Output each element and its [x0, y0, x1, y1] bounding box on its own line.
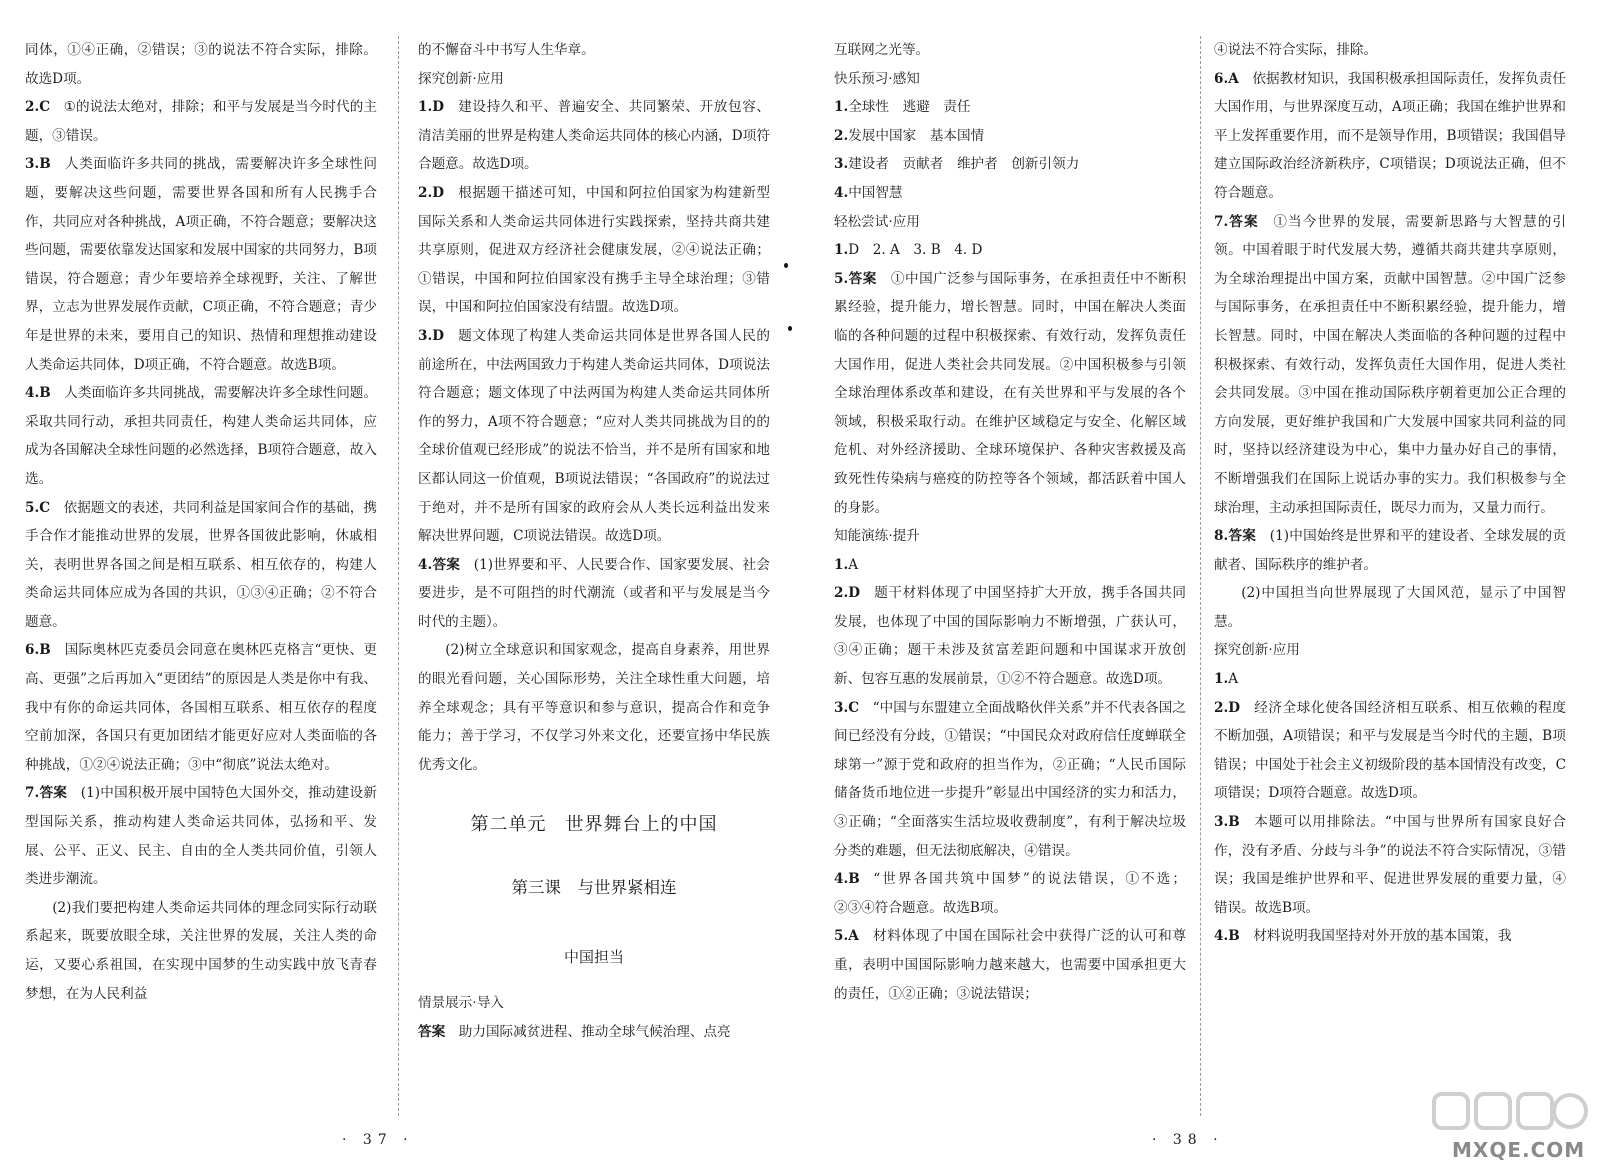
question-number: 2.	[25, 99, 40, 116]
binding-hole-mark	[784, 263, 788, 268]
explanation-text: 人类面临许多共同挑战，需要解决许多全球性问题。采取共同行动，承担共同责任，构建人类命运共同体，应成为各国解决全球性问题的必然选择，B项符合题意，故入选。	[25, 385, 377, 487]
question-number: 4.	[834, 871, 849, 888]
question-number: 1.	[1214, 671, 1229, 688]
answer-item	[418, 322, 770, 551]
explanation-text: 发展中国家 基本国情	[848, 127, 985, 144]
answer-choice: 答案	[1228, 213, 1259, 230]
answer-choice: 答案	[39, 785, 68, 802]
question-number: 7.	[25, 785, 40, 802]
section-heading: 探究创新·应用	[418, 70, 504, 87]
question-number: 3.	[834, 699, 849, 716]
answer-choice: 答案	[418, 1023, 446, 1040]
section-heading: 探究创新·应用	[1214, 642, 1300, 659]
answer-item	[25, 379, 377, 493]
indented-paragraph: (2)树立全球意识和国家观念，提高自身素养，用世界的眼光看问题，关心国际形势，关注全球性重大问题，培养全球观念；具有平等意识和参与意识，提高合作和竞争能力；善于学习，不仅学习外来文化，还要宣扬中华民族优秀文化。	[418, 642, 770, 773]
answer-choice: C	[39, 499, 51, 516]
answer-choice: B	[1228, 928, 1240, 945]
explanation-text: A	[848, 556, 859, 573]
answer-item	[834, 551, 1186, 580]
explanation-text: 本题可以用排除法。“中国与世界所有国家良好合作，没有矛盾、分歧与斗争”的说法不符合实际情况，③错误；我国是维护世界和平、促进世界发展的重要力量，④错误。故选B项。	[1214, 814, 1566, 916]
question-number: 1.	[418, 99, 433, 116]
answer-item	[1214, 208, 1566, 523]
answer-choice: D	[848, 585, 860, 602]
frame-title: 中国担当	[563, 947, 624, 966]
section-heading: 轻松尝试·应用	[834, 213, 920, 230]
answer-item	[25, 636, 377, 779]
explanation-text: ①中国广泛参与国际事务，在承担责任中不断积累经验，提升能力，增长智慧。同时，中国在解决人类面临的各种问题的过程中积极探索、有效行动，发挥负责任大国作用，促进人类社会共同发展。②中国积极参与引领全球治理体系改革和建设，在有关世界和平与发展的各个领域，积极采取行动。在维护区域稳定与安全、化解区域危机、对外经济援助、全球环境保护、各种灾害救援及高致死性传染病与癌疫的防控等各个领域，都活跃着中国人的身影。	[834, 270, 1187, 516]
answer-item	[1214, 922, 1566, 951]
answer-item	[834, 694, 1186, 866]
watermark-text: MXQE.COM	[1452, 1138, 1586, 1162]
answer-item	[1214, 808, 1566, 922]
answer-item	[834, 922, 1186, 1008]
answer-choice: 答案	[432, 556, 461, 573]
answer-item	[834, 122, 1186, 151]
answer-item	[834, 236, 1186, 265]
explanation-text: 材料说明我国坚持对外开放的基本国策，我	[1253, 928, 1512, 945]
explanation-text: 建设持久和平、普遍安全、共同繁荣、开放包容、清洁美丽的世界是构建人类命运共同体的核心内涵，D项符合题意。故选D项。	[418, 99, 770, 173]
answer-item	[1214, 522, 1566, 579]
question-number: 5.	[25, 499, 40, 516]
answer-choice: C	[848, 699, 860, 716]
explanation-text: 经济全球化使各国经济相互联系、相互依赖的程度不断加强，A项错误；和平与发展是当今时代的主题，B项错误；中国处于社会主义初级阶段的基本国情没有改变，C项错误；D项符合题意。故选D项。	[1214, 699, 1566, 802]
question-number: 1.	[834, 242, 849, 259]
question-number: 4.	[834, 184, 849, 201]
right-column-2	[1214, 36, 1566, 951]
question-number: 4.	[25, 385, 40, 402]
answer-item	[834, 179, 1186, 208]
answer-item	[834, 579, 1186, 693]
page-number-right: · 38 ·	[1152, 1132, 1224, 1148]
answer-item	[1214, 694, 1566, 808]
column-divider	[398, 36, 399, 1116]
continued-text: 互联网之光等。	[834, 42, 930, 58]
question-number: 3.	[25, 156, 40, 173]
explanation-text: 题文体现了构建人类命运共同体是世界各国人民的前途所在，中法两国致力于构建人类命运共同体，D项说法符合题意；题文体现了中法两国为构建人类命运共同体所作的努力，A项不符合题意；“应对人类共同挑战为目的的全球价值观已经形成”的说法不恰当，并不是所有国家和地区都认同这一价值观，B项说法错误；“各国政府”的说法过于绝对，并不是所有国家的政府会从人类长远利益出发来解决世界问题，C项说法错误。故选D项。	[418, 327, 770, 545]
answer-choice: B	[39, 385, 51, 402]
section-heading: 知能演练·提升	[834, 528, 920, 545]
explanation-text: 国际奥林匹克委员会同意在奥林匹克格言“更快、更高、更强”之后再加入“更团结”的原因是人类是你中有我、我中有你的命运共同体，各国相互联系、相互依存的程度空前加深，各国只有更加团结才能更好应对人类面临的各种挑战，①②④说法正确；③中“彻底”说法太绝对。	[25, 642, 377, 773]
answer-choice: A	[848, 928, 859, 945]
answer-item	[418, 93, 770, 179]
question-number: 7.	[1214, 213, 1229, 230]
answer-item	[834, 150, 1186, 179]
question-number: 6.	[25, 642, 40, 659]
answer-choice: 答案	[848, 270, 877, 287]
page-number-left: · 37 ·	[342, 1132, 414, 1148]
explanation-text: A	[1228, 671, 1239, 688]
answer-item	[1214, 65, 1566, 208]
explanation-text: 依据教材知识，我国积极承担国际责任，发挥负责任大国作用，与世界深度互动，A项正确；我国在维护世界和平上发挥重要作用，而不是领导作用，B项错误；我国倡导建立国际政治经济新秩序，C项错误；D项说法正确，但不符合题意。	[1214, 70, 1566, 201]
continued-text: ④说法不符合实际，排除。	[1214, 42, 1378, 58]
explanation-text: 依据题文的表述，共同利益是国家间合作的基础，携手合作才能推动世界的发展，世界各国彼此影响，休戚相关，表明世界各国之间是相互联系、相互依存的，构建人类命运共同体应成为各国的共识，①③④正确；②不符合题意。	[25, 499, 377, 630]
explanation-text: 建设者 贡献者 维护者 创新引领力	[848, 156, 1080, 173]
answer-choice: B	[848, 871, 860, 888]
answer-choice: 答案	[1228, 528, 1257, 545]
explanation-text: 根据题干描述可知，中国和阿拉伯国家为构建新型国际关系和人类命运共同体进行实践探索，坚持共商共建共享原则，促进双方经济社会健康发展，②④说法正确；①错误，中国和阿拉伯国家没有携手主导全球治理；③错误，中国和阿拉伯国家没有结盟。故选D项。	[418, 184, 770, 316]
explanation-text: (1)中国始终是世界和平的建设者、全球发展的贡献者、国际秩序的维护者。	[1214, 528, 1567, 573]
question-number: 2.	[834, 585, 849, 602]
question-number: 3.	[834, 156, 849, 173]
explanation-text: D 2. A 3. B 4. D	[848, 242, 983, 259]
question-number: 2.	[418, 184, 433, 201]
explanation-text: 题干材料体现了中国坚持扩大开放，携手各国共同发展，也体现了中国的国际影响力不断增强，广获认可，③④正确；题干未涉及贫富差距问题和中国谋求开放创新、包容互惠的发展前景，①②不符合题意。故选D项。	[834, 585, 1186, 688]
explanation-text: 中国智慧	[848, 184, 903, 201]
question-number: 1.	[834, 99, 849, 116]
question-number: 1.	[834, 556, 849, 573]
answer-item	[418, 1018, 770, 1047]
question-number: 2.	[1214, 699, 1229, 716]
indented-paragraph: (2)我们要把构建人类命运共同体的理念同实际行动联系起来，既要放眼全球，关注世界的发展，关注人类的命运，又要心系祖国，在实现中国梦的生动实践中放飞青春梦想，在为人民利益	[25, 899, 377, 1002]
binding-hole-mark	[788, 326, 792, 331]
answer-choice: D	[432, 327, 444, 344]
answer-choice: D	[432, 184, 444, 201]
answer-item	[1214, 665, 1566, 694]
answer-item	[418, 551, 770, 637]
explanation-text: ①的说法太绝对，排除；和平与发展是当今时代的主题，③错误。	[25, 99, 377, 144]
answer-choice: C	[39, 99, 51, 116]
answer-choice: D	[1228, 699, 1240, 716]
explanation-text: 人类面临许多共同的挑战，需要解决许多全球性问题，要解决这些问题，需要世界各国和所有人民携手合作，共同应对各种挑战，A项正确，不符合题意；要解决这些问题，需要依靠发达国家和发展中国家的共同努力，B项错误，符合题意；青少年要培养全球视野，关注、了解世界，立志为世界发展作贡献，C项正确，不符合题意；青少年是世界的未来，要用自己的知识、热情和理想推动建设人类命运共同体，D项正确，不符合题意。故选B项。	[25, 156, 377, 373]
answer-item	[418, 179, 770, 322]
explanation-text: 材料体现了中国在国际社会中获得广泛的认可和尊重，表明中国国际影响力越来越大，也需要中国承担更大的责任，①②正确；③说法错误；	[834, 928, 1186, 1002]
explanation-text: (1)中国积极开展中国特色大国外交，推动建设新型国际关系，推动构建人类命运共同体，弘扬和平、发展、公平、正义、民主、自由的全人类共同价值，引领人类进步潮流。	[25, 785, 378, 888]
unit-title: 第二单元 世界舞台上的中国	[470, 814, 718, 836]
explanation-text: (1)世界要和平、人民要合作、国家要发展、社会要进步，是不可阻挡的时代潮流（或者和平与发展是当今时代的主题）。	[418, 556, 771, 630]
answer-item	[25, 494, 377, 637]
question-number: 6.	[1214, 70, 1229, 87]
left-column-1	[25, 36, 377, 1008]
column-divider	[1200, 36, 1201, 1116]
answer-item	[834, 865, 1186, 922]
answer-choice: A	[1228, 70, 1239, 87]
explanation-text: 助力国际减贫进程、推动全球气候治理、点亮	[458, 1023, 731, 1040]
question-number: 4.	[418, 556, 433, 573]
question-number: 3.	[1214, 814, 1229, 831]
answer-item	[834, 93, 1186, 122]
answer-item	[25, 93, 377, 150]
explanation-text: ①当今世界的发展，需要新思路与大智慧的引领。中国着眼于时代发展大势，遵循共商共建共享原则，为全球治理提出中国方案，贡献中国智慧。②中国广泛参与国际事务，在承担责任中不断积累经验，提升能力，增长智慧。同时，中国在解决人类面临的各种问题的过程中积极探索、有效行动，发挥负责任大国作用，促进人类社会共同发展。③中国在推动国际秩序朝着更加公正合理的方向发展，更好维护我国和广大发展中国家共同利益的同时，坚持以经济建设为中心，集中力量办好自己的事情，不断增强我们在国际上说话办事的实力。我们积极参与全球治理，主动承担国际责任，既尽力而为，又量力而行。	[1214, 213, 1567, 516]
question-number: 3.	[418, 327, 433, 344]
answer-choice: B	[39, 642, 51, 659]
section-heading: 情景展示·导入	[418, 995, 504, 1012]
answer-item	[834, 265, 1186, 522]
answer-item	[25, 779, 377, 893]
section-heading: 快乐预习·感知	[834, 70, 920, 87]
answer-choice: B	[39, 156, 51, 173]
lesson-title: 第三课 与世界紧相连	[511, 878, 677, 898]
continued-text: 同体，①④正确，②错误；③的说法不符合实际，排除。故选D项。	[25, 42, 377, 87]
right-column-1	[834, 36, 1186, 1008]
answer-choice: B	[1228, 814, 1240, 831]
question-number: 5.	[834, 270, 849, 287]
right-page	[800, 0, 1600, 1165]
left-column-2	[418, 36, 770, 1046]
explanation-text: 全球性 逃避 责任	[848, 99, 971, 116]
question-number: 2.	[834, 127, 849, 144]
explanation-text: “中国与东盟建立全面战略伙伴关系”并不代表各国之间已经没有分歧，①错误；“中国民众对政府信任度蝉联全球第一”源于党和政府的担当作为，②正确；“人民币国际储备货币地位进一步提升”彰显出中国经济的实力和活力，③正确；“全面落实生活垃圾收费制度”，有利于解决垃圾分类的难题，但无法彻底解决，④错误。	[834, 699, 1186, 859]
answer-choice: D	[432, 99, 444, 116]
question-number: 5.	[834, 928, 849, 945]
question-number: 4.	[1214, 928, 1229, 945]
continued-text: 的不懈奋斗中书写人生华章。	[418, 42, 595, 58]
indented-paragraph: (2)中国担当向世界展现了大国风范，显示了中国智慧。	[1214, 585, 1566, 630]
question-number: 8.	[1214, 528, 1229, 545]
answer-item	[25, 150, 377, 379]
explanation-text: “世界各国共筑中国梦”的说法错误，①不选；②③④符合题意。故选B项。	[834, 871, 1186, 916]
